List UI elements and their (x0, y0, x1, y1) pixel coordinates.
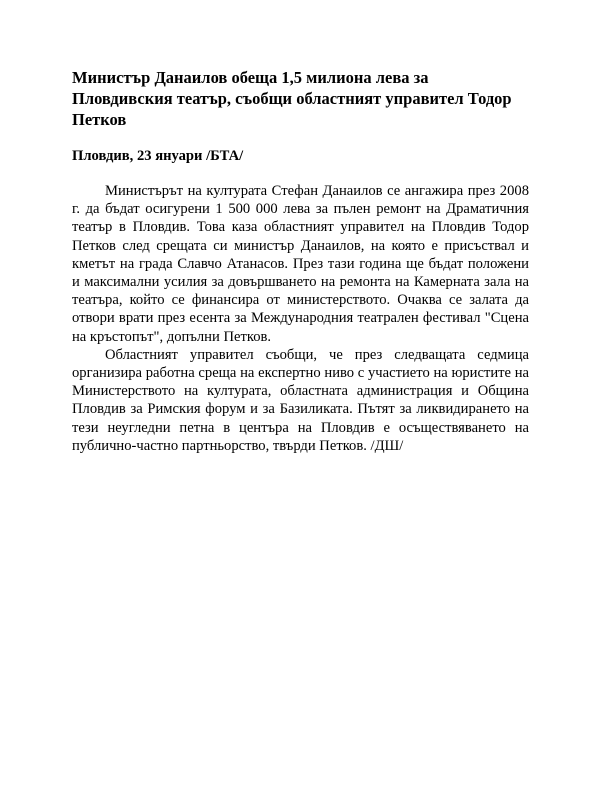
article-body (72, 182, 529, 455)
article-paragraph-1: Министърът на културата Стефан Данаилов се ангажира през 2008 г. да бъдат осигурени 1 500 000 лева за пълен ремонт на Драматичния театър в Пловдив. Това каза областният управител на Пловдив Тодор Петков след срещата си министър Данаилов, на която е присъствал и кметът на града Славчо Атанасов. През тази година ще бъдат положени и максимални усилия за довършването на ремонта на Камерната зала на театъра, който се финансира от министерството. Очаква се залата да отвори врати през есента за Международния театрален фестивал "Сцена на кръстопът", допълни Петков. (72, 183, 529, 345)
article-paragraph-2: Областният управител съобщи, че през следващата седмица организира работна среща на експертно ниво с участието на юристите на Министерството на културата, областната администрация и Община Пловдив за Римския форум и за Базиликата. Пътят за ликвидирането на тези неугледни петна в центъра на Пловдив е осъществяването на публично-частно партньорство, твърди Петков. /ДШ/ (72, 346, 529, 454)
document-page (72, 67, 529, 455)
article-headline: Министър Данаилов обеща 1,5 милиона лева за Пловдивския театър, съобщи областният управител Тодор Петков (72, 68, 512, 129)
article-dateline: Пловдив, 23 януари /БТА/ (72, 148, 244, 164)
